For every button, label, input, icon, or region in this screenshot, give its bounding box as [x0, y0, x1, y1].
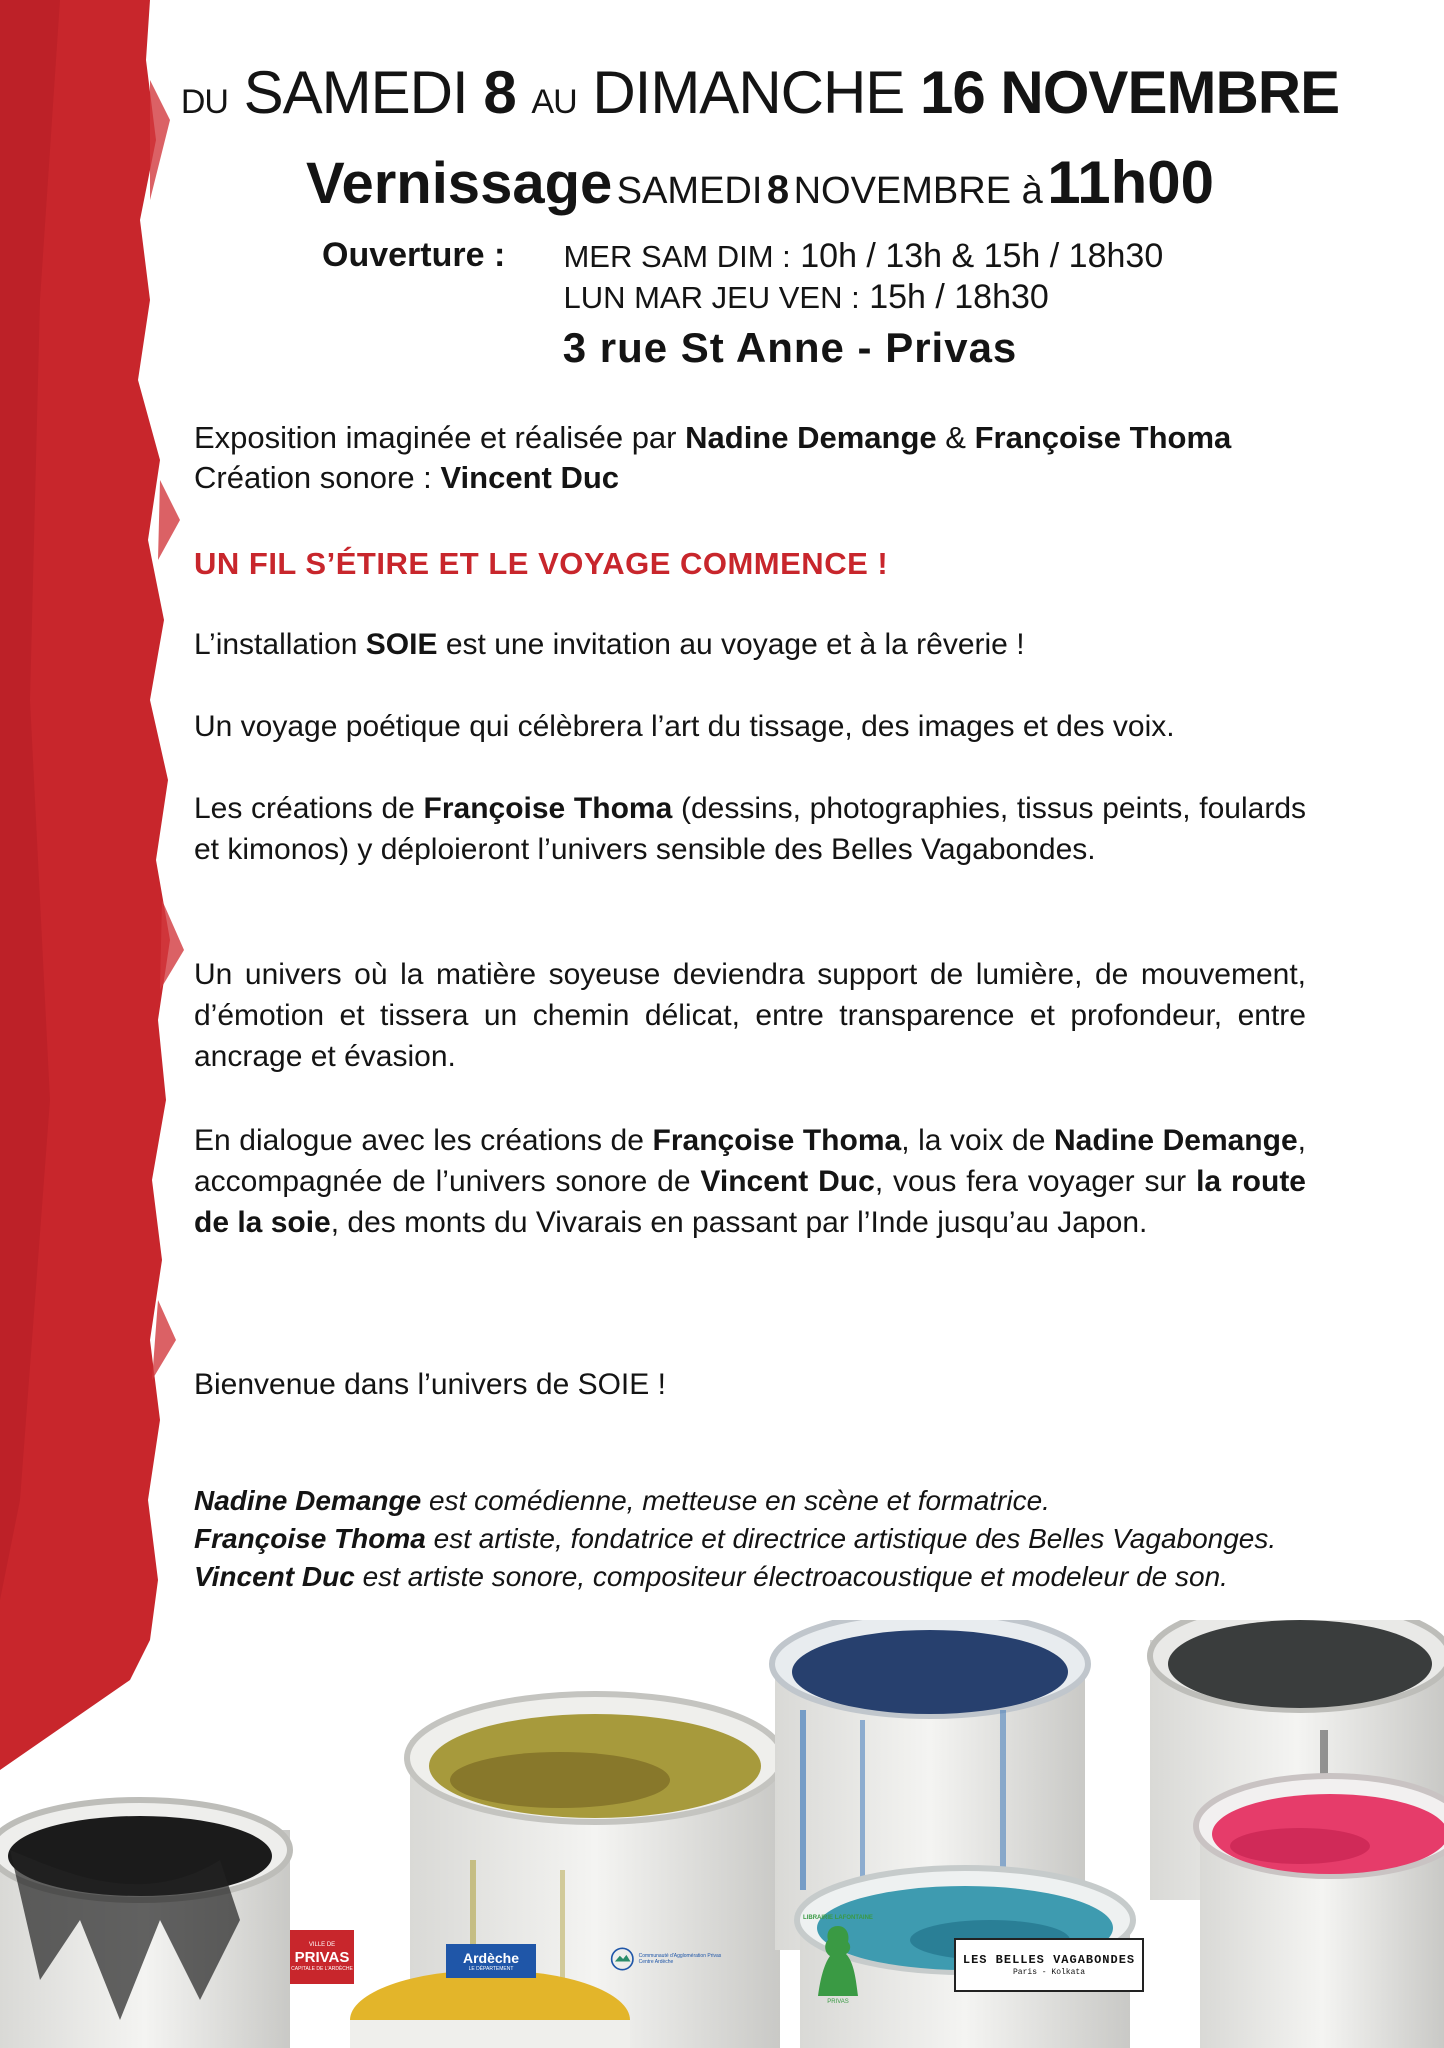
credits-artist-nadine: Nadine Demange — [685, 420, 937, 455]
opening-line-2 — [563, 277, 1163, 318]
ardeche-departement-logo — [446, 1944, 536, 1978]
privas-main-text: PRIVAS — [294, 1949, 350, 1966]
bio-name: Nadine Demange — [194, 1485, 422, 1516]
pink-bucket — [1196, 1776, 1444, 2048]
paragraph-2: Un voyage poétique qui célèbrera l’art du tissage, des images et des voix. — [194, 710, 1175, 743]
bio-name: Vincent Duc — [194, 1561, 355, 1592]
address: 3 rue St Anne - Privas — [562, 324, 1018, 371]
agglo-emblem-icon — [610, 1944, 635, 1974]
p5-c: , la voix de — [901, 1124, 1046, 1157]
vernissage-time: 11h00 — [1047, 149, 1215, 216]
p3-francoise: Françoise Thoma — [423, 792, 673, 825]
p1-c: est une invitation au voyage et à la rêverie ! — [445, 628, 1025, 661]
date-au: AU — [531, 83, 577, 121]
p5-francoise: Françoise Thoma — [652, 1124, 902, 1157]
les-belles-vagabondes-logo — [954, 1938, 1144, 1992]
vagabondes-main-text: LES BELLES VAGABONDES — [962, 1952, 1136, 1967]
vernissage-day: 8 — [766, 168, 790, 212]
opening-line1-days: MER SAM DIM : — [563, 239, 791, 274]
date-du: DU — [180, 83, 228, 121]
paragraph-3 — [194, 788, 1306, 870]
red-paint-strip — [0, 0, 190, 1780]
vernissage-heading — [180, 148, 1340, 217]
bio-name: Françoise Thoma — [194, 1523, 426, 1554]
black-bucket — [0, 1800, 290, 2048]
p5-g: , vous fera voyager sur — [874, 1165, 1187, 1198]
lafontaine-silhouette-icon — [816, 1922, 860, 1998]
paragraph-4: Un univers où la matière soyeuse deviendra support de lumière, de mouvement, d’émotion et tissera un chemin délicat, entre transparence et profondeur, entre ancrage et évasion. — [194, 958, 1306, 1073]
vernissage-month: NOVEMBRE à — [793, 170, 1043, 212]
p1-a: L’installation — [194, 628, 358, 661]
ardeche-main-text: Ardèche — [462, 1949, 520, 1966]
credits-amp: & — [945, 420, 966, 455]
paragraph-5 — [194, 1120, 1306, 1243]
credits-prefix: Exposition imaginée et réalisée par — [194, 420, 677, 455]
p1-soie: SOIE — [365, 628, 438, 661]
credits-artist-francoise: Françoise Thoma — [974, 420, 1232, 455]
vernissage-title: Vernissage — [305, 151, 613, 216]
p5-vincent: Vincent Duc — [700, 1165, 875, 1198]
credits-artist-vincent: Vincent Duc — [440, 460, 620, 495]
opening-line2-hours: 15h / 18h30 — [869, 278, 1049, 316]
p5-e: , accompagnée de l’univers sonore de — [194, 1124, 1306, 1198]
credits — [194, 418, 1306, 498]
ville-de-privas-logo — [290, 1930, 354, 1984]
opening-line1-hours: 10h / 13h & 15h / 18h30 — [800, 237, 1164, 275]
credits-sound-prefix: Création sonore : — [194, 460, 432, 495]
date-range-heading — [180, 58, 1340, 127]
bio-francoise — [194, 1520, 1306, 1558]
date-samedi: SAMEDI — [243, 59, 468, 126]
bio-vincent — [194, 1558, 1306, 1596]
opening-line-1 — [563, 236, 1163, 277]
p3-c: (dessins, photographies, tissus peints, foulards et kimonos) y déploieront l’univers sensible des Belles Vagabondes. — [194, 792, 1306, 866]
vagabondes-sub-text: Paris - Kolkata — [1012, 1967, 1085, 1977]
date-month: NOVEMBRE — [1000, 59, 1340, 126]
librairie-bottom-text: PRIVAS — [827, 1999, 849, 2005]
privas-sub-text: CAPITALE DE L'ARDÈCHE — [291, 1966, 353, 1972]
privas-top-text: VILLE DE — [308, 1942, 336, 1948]
paragraph-1 — [194, 624, 1306, 665]
p5-nadine: Nadine Demange — [1053, 1124, 1298, 1157]
bio-text: est artiste sonore, compositeur électroacoustique et modeleur de son. — [362, 1561, 1228, 1592]
librairie-top-text: LIBRAIRIE LAFONTAINE — [803, 1915, 873, 1921]
librairie-lafontaine-logo — [800, 1908, 876, 2012]
opening-line2-days: LUN MAR JEU VEN : — [563, 280, 860, 315]
tagline: UN FIL S’ÉTIRE ET LE VOYAGE COMMENCE ! — [194, 546, 889, 581]
opening-label: Ouverture : — [322, 236, 506, 274]
p5-i: , des monts du Vivarais en passant par l’Inde jusqu’au Japon. — [330, 1206, 1148, 1239]
credits-line-1 — [194, 418, 1306, 458]
agglo-text: Communauté d'Agglomération Privas Centre Ardèche — [638, 1953, 722, 1965]
date-day-start: 8 — [483, 59, 516, 126]
vernissage-day-name: SAMEDI — [616, 170, 763, 212]
p3-a: Les créations de — [194, 792, 415, 825]
date-dimanche: DIMANCHE — [592, 59, 905, 126]
bio-text: est artiste, fondatrice et directrice artistique des Belles Vagabonges. — [433, 1523, 1277, 1554]
privas-centre-ardeche-logo — [610, 1940, 736, 1978]
date-day-end: 16 — [920, 59, 985, 126]
paint-buckets-image — [0, 1620, 1444, 2048]
p5-route: la route de la soie — [194, 1165, 1306, 1239]
ardeche-sub-text: LE DÉPARTEMENT — [468, 1965, 514, 1972]
p5-a: En dialogue avec les créations de — [194, 1124, 644, 1157]
paragraph-6: Bienvenue dans l’univers de SOIE ! — [194, 1368, 666, 1401]
bios — [194, 1482, 1306, 1596]
bio-nadine — [194, 1482, 1306, 1520]
credits-line-2 — [194, 458, 1306, 498]
bio-text: est comédienne, metteuse en scène et formatrice. — [428, 1485, 1050, 1516]
opening-hours — [322, 236, 1434, 318]
